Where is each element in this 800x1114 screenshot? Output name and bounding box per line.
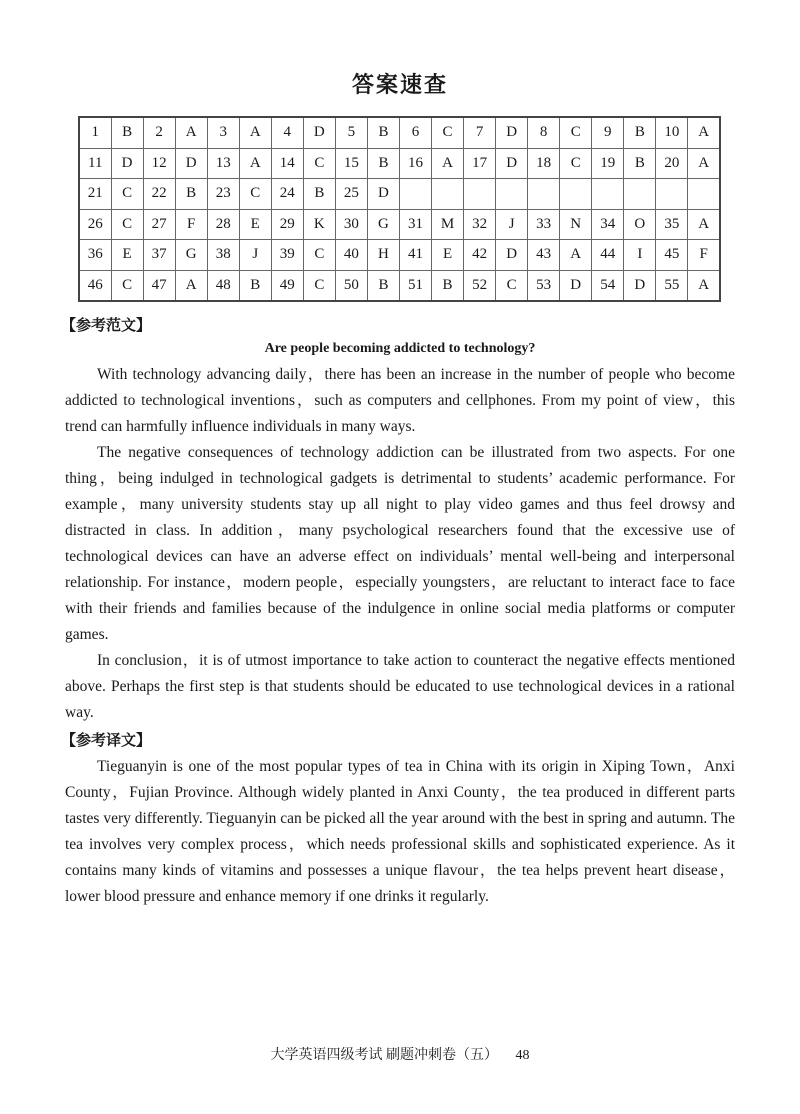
question-number: 17 xyxy=(464,148,496,179)
answer-letter: G xyxy=(175,240,207,271)
translation-paragraph: Tieguanyin is one of the most popular types of tea in China with its origin in Xiping Town，Anxi County，Fujian Province. Although widely planted in Anxi County，the tea produced in different parts tastes very differently. Tieguanyin can be picked all the year around with the best in spring and autumn. The tea involves very complex process，which needs professional skills and sophisticated experience. As it contains many kinds of vitamins and possesses a unique flavour，the tea helps prevent heart disease，lower blood pressure and enhance memory if one drinks it regularly. xyxy=(65,758,735,905)
answer-letter: B xyxy=(367,117,399,148)
essay-title: Are people becoming addicted to technology? xyxy=(264,341,536,356)
question-number: 31 xyxy=(399,209,431,240)
question-number: 14 xyxy=(271,148,303,179)
page-footer xyxy=(0,1044,800,1064)
question-number: 11 xyxy=(79,148,111,179)
essay-paragraph-2: The negative consequences of technology addiction can be illustrated from two aspects. For one thing，being indulged in technological gadgets is detrimental to students’ academic performance. For example，many university students stay up all night to play video games and thus feel drowsy and distracted in class. In addition，many psychological researchers found that the excessive use of technological devices can have an adverse effect on individuals’ mental well-being and interpersonal relationship. For instance，modern people，especially youngsters，are reluctant to interact face to face with their friends and families because of the indulgence in online social media platforms or computer games. xyxy=(65,444,735,643)
question-number: 50 xyxy=(335,270,367,301)
answer-letter: A xyxy=(688,270,720,301)
answer-letter: C xyxy=(239,179,271,210)
answer-letter: A xyxy=(239,117,271,148)
answer-letter: C xyxy=(111,179,143,210)
translation-section-label: 【参考译文】 xyxy=(61,731,152,749)
question-number: 44 xyxy=(592,240,624,271)
question-number: 49 xyxy=(271,270,303,301)
answer-letter: F xyxy=(688,240,720,271)
question-number: 24 xyxy=(271,179,303,210)
answer-letter: J xyxy=(496,209,528,240)
answer-letter: A xyxy=(688,148,720,179)
answer-letter: C xyxy=(496,270,528,301)
essay-paragraph-1: With technology advancing daily，there has been an increase in the number of people who become addicted to technological inventions，such as computers and cellphones. From my point of view，this trend can harmfully influence individuals in many ways. xyxy=(65,366,735,435)
answer-letter: D xyxy=(560,270,592,301)
question-number: 20 xyxy=(656,148,688,179)
page-number: 48 xyxy=(515,1048,530,1063)
question-number: 9 xyxy=(592,117,624,148)
answer-letter xyxy=(688,179,720,210)
question-number: 29 xyxy=(271,209,303,240)
question-number: 52 xyxy=(464,270,496,301)
question-number: 4 xyxy=(271,117,303,148)
answer-letter: B xyxy=(303,179,335,210)
question-number: 5 xyxy=(335,117,367,148)
answer-row xyxy=(79,117,720,148)
question-number xyxy=(464,179,496,210)
answer-letter: B xyxy=(175,179,207,210)
question-number: 26 xyxy=(79,209,111,240)
answer-letter: B xyxy=(624,117,656,148)
question-number: 33 xyxy=(528,209,560,240)
question-number: 47 xyxy=(143,270,175,301)
essay-paragraph-3: In conclusion，it is of utmost importance to take action to counteract the negative effects mentioned above. Perhaps the first step is that students should be educated to use technological devices in a rational way. xyxy=(65,652,735,721)
question-number: 8 xyxy=(528,117,560,148)
answer-letter: C xyxy=(303,148,335,179)
question-number: 39 xyxy=(271,240,303,271)
answer-letter: D xyxy=(496,240,528,271)
question-number: 55 xyxy=(656,270,688,301)
answer-letter: A xyxy=(688,209,720,240)
answer-row xyxy=(79,179,720,210)
question-number: 2 xyxy=(143,117,175,148)
answer-letter: D xyxy=(175,148,207,179)
answer-letter: D xyxy=(624,270,656,301)
answer-letter: A xyxy=(175,270,207,301)
question-number: 35 xyxy=(656,209,688,240)
answer-letter: E xyxy=(239,209,271,240)
answer-letter: A xyxy=(432,148,464,179)
answer-letter: I xyxy=(624,240,656,271)
answer-letter: D xyxy=(111,148,143,179)
answer-letter: C xyxy=(111,270,143,301)
answer-row xyxy=(79,240,720,271)
question-number: 13 xyxy=(207,148,239,179)
question-number: 16 xyxy=(399,148,431,179)
answer-letter xyxy=(496,179,528,210)
question-number: 42 xyxy=(464,240,496,271)
question-number: 30 xyxy=(335,209,367,240)
answer-letter: D xyxy=(496,117,528,148)
answer-letter: G xyxy=(367,209,399,240)
question-number: 10 xyxy=(656,117,688,148)
question-number: 18 xyxy=(528,148,560,179)
question-number: 6 xyxy=(399,117,431,148)
answer-letter: E xyxy=(432,240,464,271)
answer-letter: C xyxy=(560,117,592,148)
answer-letter: A xyxy=(239,148,271,179)
answer-letter: C xyxy=(111,209,143,240)
answer-letter: B xyxy=(432,270,464,301)
question-number: 45 xyxy=(656,240,688,271)
question-number: 22 xyxy=(143,179,175,210)
answer-letter: K xyxy=(303,209,335,240)
question-number xyxy=(656,179,688,210)
question-number: 27 xyxy=(143,209,175,240)
question-number: 53 xyxy=(528,270,560,301)
answer-letter: H xyxy=(367,240,399,271)
question-number: 51 xyxy=(399,270,431,301)
answer-letter: M xyxy=(432,209,464,240)
essay-section-label: 【参考范文】 xyxy=(61,316,152,334)
answer-letter: C xyxy=(432,117,464,148)
question-number: 46 xyxy=(79,270,111,301)
question-number: 43 xyxy=(528,240,560,271)
question-number: 38 xyxy=(207,240,239,271)
answer-letter: J xyxy=(239,240,271,271)
answer-letter: C xyxy=(560,148,592,179)
answer-row xyxy=(79,209,720,240)
question-number xyxy=(592,179,624,210)
answer-letter xyxy=(624,179,656,210)
answer-letter: O xyxy=(624,209,656,240)
answer-table xyxy=(78,116,721,302)
question-number: 1 xyxy=(79,117,111,148)
answer-letter: D xyxy=(367,179,399,210)
question-number: 21 xyxy=(79,179,111,210)
question-number: 48 xyxy=(207,270,239,301)
question-number: 40 xyxy=(335,240,367,271)
question-number: 25 xyxy=(335,179,367,210)
footer-text: 大学英语四级考试 刷题冲刺卷（五） xyxy=(270,1048,498,1063)
answer-letter: F xyxy=(175,209,207,240)
question-number: 34 xyxy=(592,209,624,240)
question-number xyxy=(528,179,560,210)
answer-letter: N xyxy=(560,209,592,240)
question-number: 32 xyxy=(464,209,496,240)
answer-letter: E xyxy=(111,240,143,271)
answer-letter: B xyxy=(111,117,143,148)
answer-row xyxy=(79,148,720,179)
answer-letter: D xyxy=(303,117,335,148)
question-number: 41 xyxy=(399,240,431,271)
answer-letter: D xyxy=(496,148,528,179)
answer-letter: A xyxy=(560,240,592,271)
answer-letter: A xyxy=(688,117,720,148)
question-number: 28 xyxy=(207,209,239,240)
answer-letter: B xyxy=(367,270,399,301)
answer-letter: B xyxy=(624,148,656,179)
answer-letter: B xyxy=(239,270,271,301)
answer-letter: C xyxy=(303,240,335,271)
question-number: 19 xyxy=(592,148,624,179)
question-number: 36 xyxy=(79,240,111,271)
answer-row xyxy=(79,270,720,301)
answer-letter: A xyxy=(175,117,207,148)
answer-letter xyxy=(560,179,592,210)
question-number: 7 xyxy=(464,117,496,148)
question-number: 37 xyxy=(143,240,175,271)
answer-letter: B xyxy=(367,148,399,179)
question-number: 15 xyxy=(335,148,367,179)
question-number xyxy=(399,179,431,210)
answer-letter: C xyxy=(303,270,335,301)
answer-letter xyxy=(432,179,464,210)
question-number: 23 xyxy=(207,179,239,210)
question-number: 54 xyxy=(592,270,624,301)
page-title: 答案速查 xyxy=(351,73,448,98)
question-number: 12 xyxy=(143,148,175,179)
question-number: 3 xyxy=(207,117,239,148)
